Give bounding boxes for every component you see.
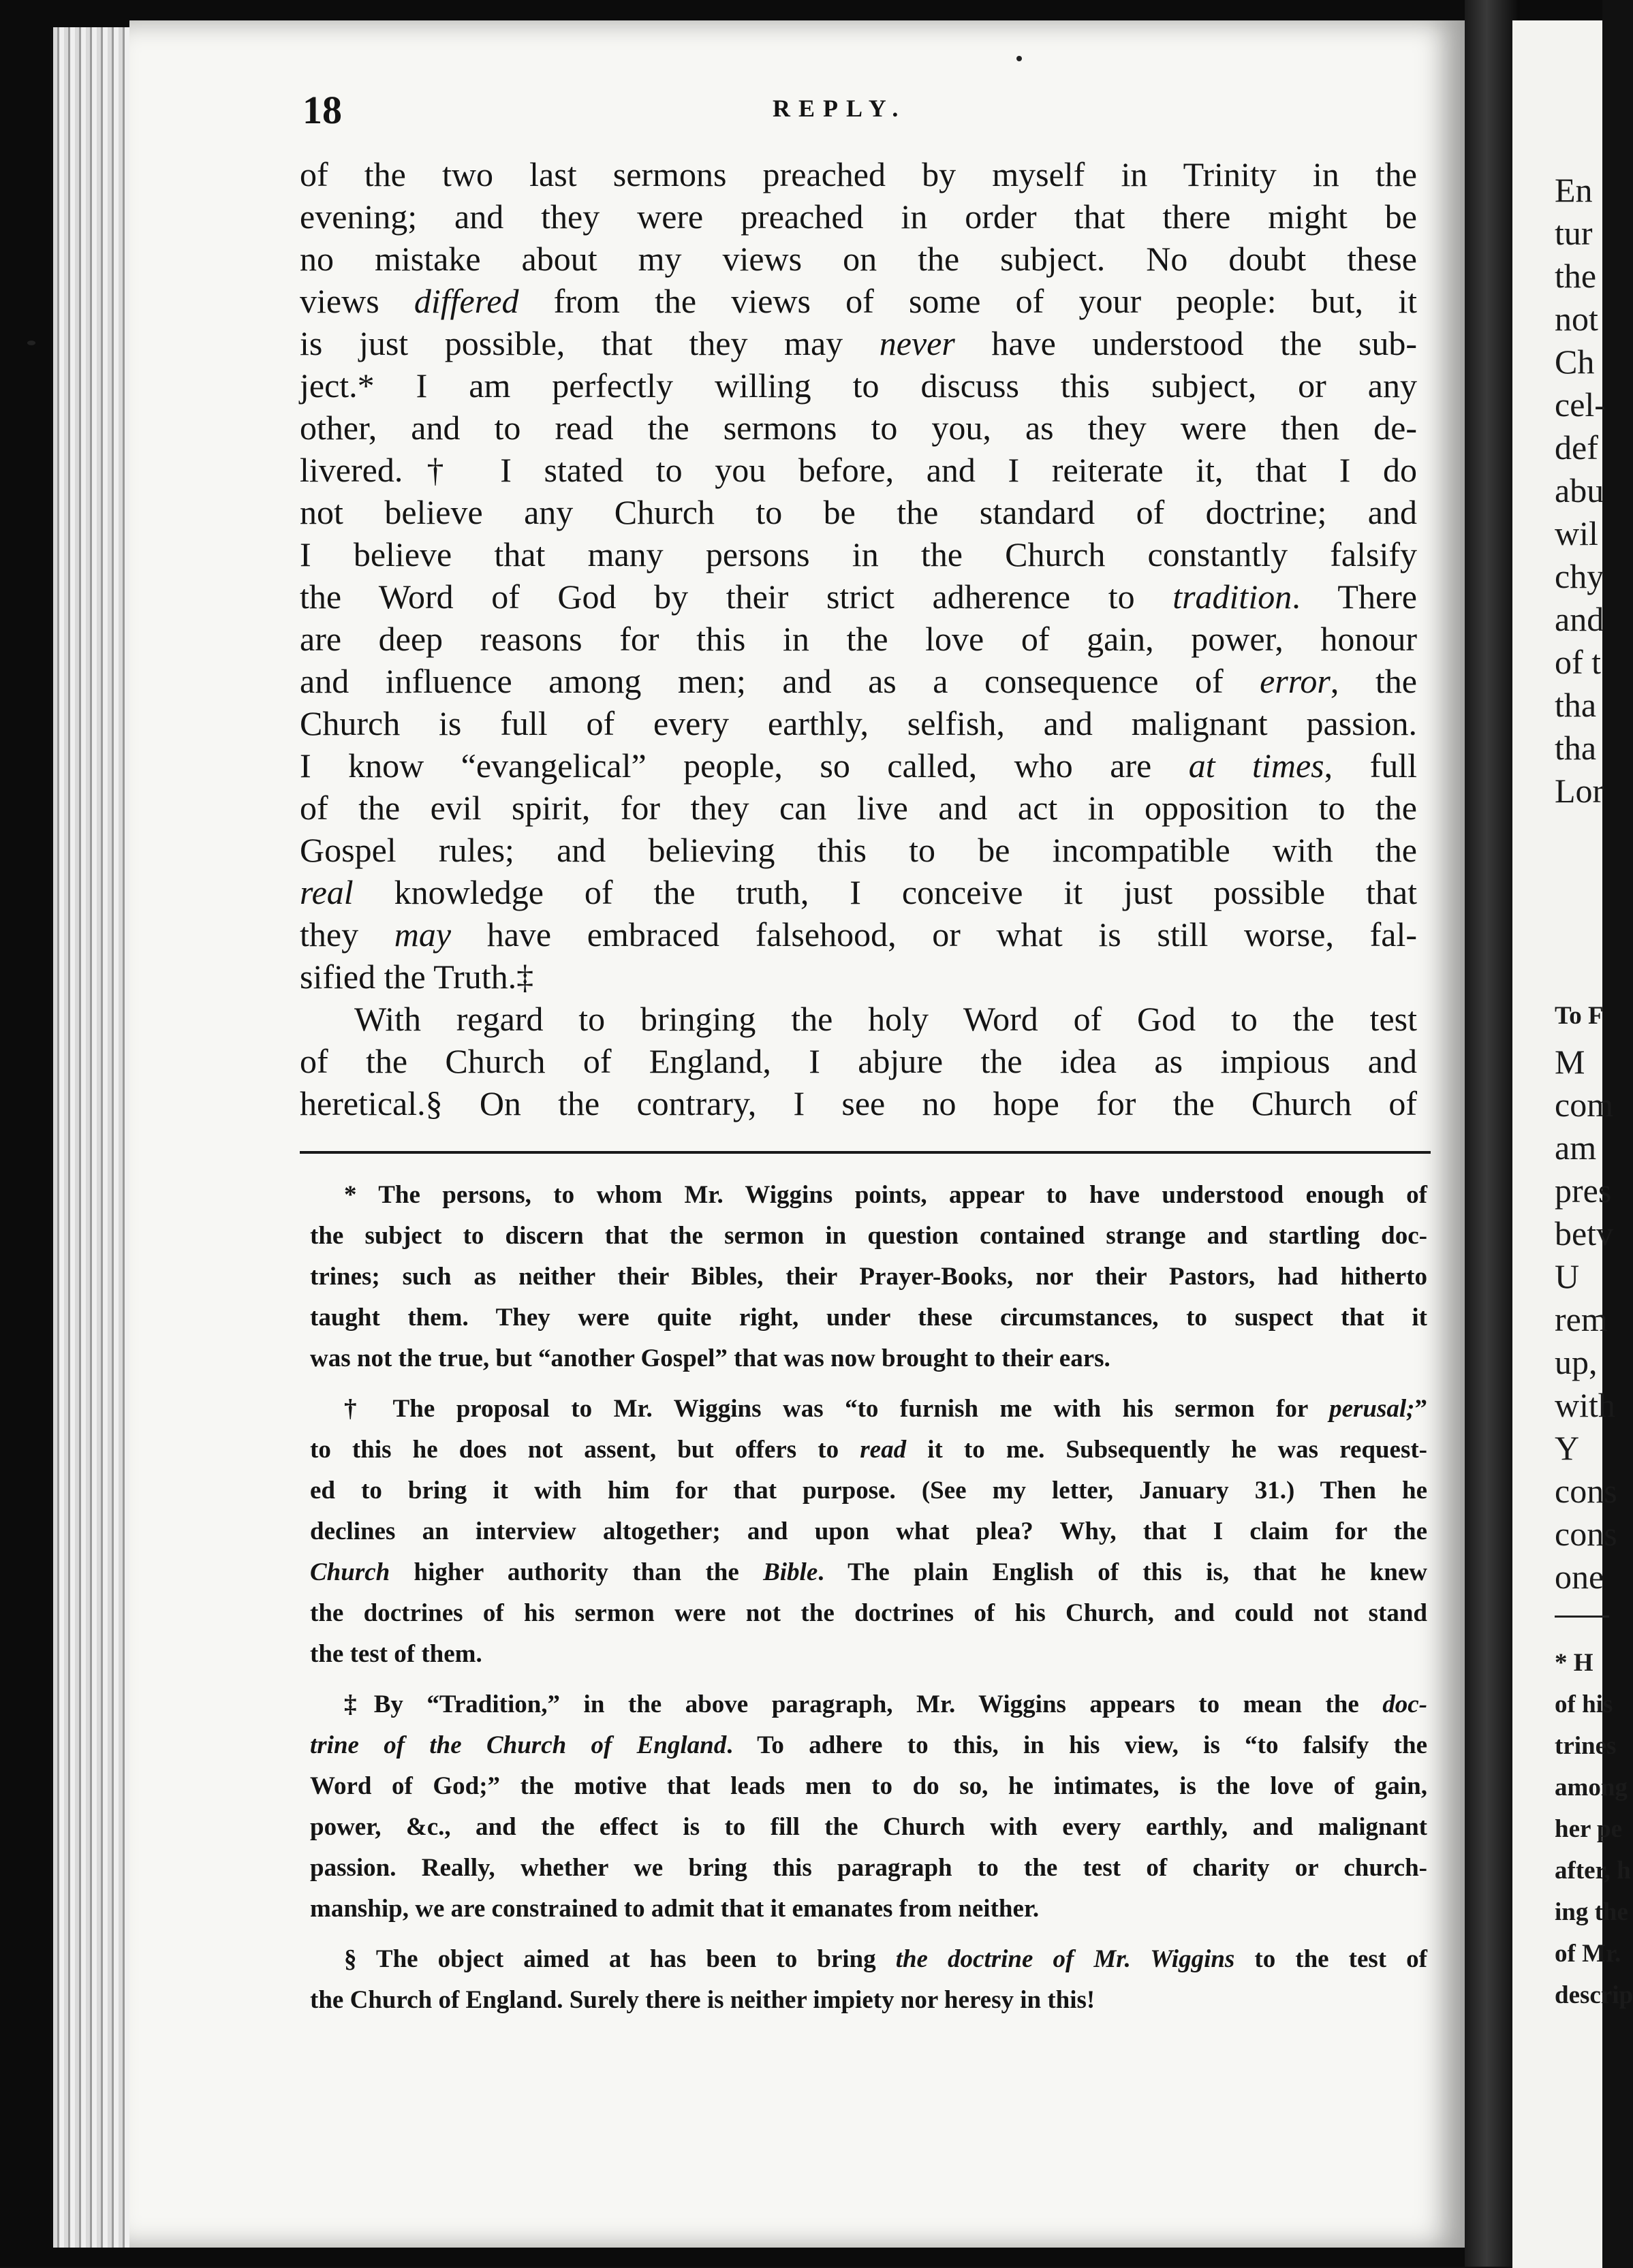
text-line — [300, 1082, 1417, 1124]
italic-text: Bible — [763, 1558, 818, 1586]
text-run: , the — [1330, 662, 1417, 700]
text-run: not believe any Church to be the standard of doctrine; and — [300, 493, 1417, 531]
text-run: livered.† I stated to you before, and I reiterate it, that I do — [300, 451, 1417, 489]
text-run: Gospel rules; and believing this to be incompatible with the — [300, 831, 1417, 869]
text-run: ” — [1414, 1395, 1427, 1423]
text-line — [310, 1552, 1427, 1593]
facing-page-text: Ch — [1555, 343, 1595, 381]
text-run: § The object aimed at has been to bring — [344, 1945, 896, 1973]
text-line — [310, 1725, 1427, 1766]
text-run: . The plain English of this is, that he knew — [818, 1558, 1427, 1586]
text-run: other, and to read the sermons to you, as they were then de- — [300, 409, 1417, 447]
facing-page-text: chy — [1555, 557, 1604, 595]
facing-page-text: cons — [1555, 1472, 1617, 1510]
facing-page-text: one — [1555, 1558, 1604, 1596]
text-line — [300, 998, 1417, 1040]
facing-page-text: not — [1555, 300, 1598, 338]
text-line — [300, 829, 1417, 871]
text-line — [300, 407, 1417, 449]
text-line — [300, 576, 1417, 618]
footnote-gap — [310, 1930, 1427, 1939]
text-line — [300, 744, 1417, 787]
text-line — [310, 1980, 1427, 2021]
running-head — [302, 87, 1413, 142]
facing-page-text: tur — [1555, 214, 1593, 252]
text-run: declines an interview altogether; and upon what plea? Why, that I claim for the — [310, 1517, 1427, 1545]
text-line — [300, 195, 1417, 238]
facing-page-fragment — [1512, 20, 1633, 2268]
italic-text: perusal; — [1329, 1395, 1415, 1423]
facing-page-text: ing the — [1555, 1898, 1628, 1926]
italic-text: Church — [310, 1558, 390, 1586]
facing-page-text: with — [1555, 1386, 1615, 1424]
facing-page-text: after, h — [1555, 1857, 1631, 1885]
text-line — [300, 280, 1417, 322]
footnote-gap — [310, 2021, 1427, 2030]
facing-page-text: En — [1555, 171, 1593, 209]
text-line — [310, 1389, 1427, 1430]
text-run: * The persons, to whom Mr. Wiggins points, appear to have understood enough of — [344, 1181, 1427, 1209]
text-run: manship, we are constrained to admit that it emanates from neither. — [310, 1895, 1040, 1923]
facing-page-text: descrip — [1555, 1981, 1633, 2009]
ink-speck — [1016, 56, 1022, 61]
italic-text: differed — [414, 282, 519, 320]
text-run: passion. Really, whether we bring this paragraph to the test of charity or church- — [310, 1854, 1427, 1882]
text-run: higher authority than the — [390, 1558, 764, 1586]
text-run: With regard to bringing the holy Word of God to the test — [354, 1000, 1417, 1038]
text-line — [310, 1430, 1427, 1470]
text-run: knowledge of the truth, I conceive it just possible that — [353, 873, 1417, 911]
italic-text: at times — [1188, 746, 1324, 785]
italic-text: real — [300, 873, 354, 911]
text-run: ject.* I am perfectly willing to discuss this subject, or any — [300, 366, 1417, 405]
text-line — [310, 1175, 1427, 1216]
text-run: I believe that many persons in the Church constantly falsify — [300, 535, 1417, 573]
text-line — [310, 1470, 1427, 1511]
text-line — [310, 1257, 1427, 1297]
facing-page-text: betv — [1555, 1214, 1614, 1253]
text-line — [310, 1593, 1427, 1634]
text-run: is just possible, that they may — [300, 324, 880, 362]
italic-text: never — [879, 324, 955, 362]
footnote-rule — [300, 1151, 1431, 1154]
text-line — [300, 238, 1417, 280]
italic-text: the doctrine of Mr. Wiggins — [895, 1945, 1235, 1973]
text-run: † The proposal to Mr. Wiggins was “to furnish me with his sermon for — [344, 1395, 1330, 1423]
text-run: the doctrines of his sermon were not the doctrines of his Church, and could not stand — [310, 1599, 1427, 1627]
text-run: trines; such as neither their Bibles, their Prayer-Books, nor their Pastors, had hitherto — [310, 1263, 1427, 1291]
facing-page-text: cel- — [1555, 385, 1606, 424]
italic-text: trine of the Church of England — [310, 1731, 727, 1759]
text-run: no mistake about my views on the subject. No doubt these — [300, 240, 1417, 278]
text-line — [310, 1939, 1427, 1980]
facing-page-text: com — [1555, 1086, 1614, 1124]
text-run: the Word of God by their strict adherence to — [300, 578, 1173, 616]
text-line — [310, 1889, 1427, 1930]
text-run: was not the true, but “another Gospel” that was now brought to their ears. — [310, 1344, 1110, 1372]
text-run: ‡By “Tradition,” in the above paragraph, Mr. Wiggins appears to mean the — [344, 1690, 1383, 1718]
italic-text: may — [394, 915, 452, 954]
facing-page-text: her pe — [1555, 1815, 1623, 1843]
text-run: the Church of England. Surely there is neither impiety nor heresy in this! — [310, 1986, 1095, 2014]
ink-speck — [27, 341, 35, 345]
facing-page-text: Y — [1555, 1429, 1580, 1467]
text-run: of the Church of England, I abjure the idea as impious and — [300, 1042, 1417, 1080]
book-gutter — [1465, 0, 1519, 2267]
text-line — [310, 1634, 1427, 1675]
text-line — [300, 871, 1417, 913]
facing-page-heading: To F — [1555, 1002, 1604, 1030]
text-line — [310, 1848, 1427, 1889]
facing-page-text: among — [1555, 1774, 1628, 1801]
text-line — [310, 1766, 1427, 1807]
text-run: evening; and they were preached in order that there might be — [300, 198, 1417, 236]
text-run: . There — [1292, 578, 1417, 616]
facing-page-text: and — [1555, 600, 1604, 638]
text-run: Church is full of every earthly, selfish, and malignant passion. — [300, 704, 1417, 742]
text-run: from the views of some of your people: but, it — [518, 282, 1417, 320]
facing-page-text: abu — [1555, 471, 1604, 509]
facing-page-text: Lor — [1555, 772, 1604, 810]
text-run: the test of them. — [310, 1640, 482, 1668]
text-run: sified the Truth.‡ — [300, 958, 534, 996]
facing-page-text: pres — [1555, 1171, 1612, 1210]
facing-page-text: wil — [1555, 514, 1598, 552]
text-run: Word of God;” the motive that leads men to do so, he intimates, is the love of gain, — [310, 1772, 1427, 1800]
facing-page-text: M — [1555, 1043, 1585, 1081]
facing-page-text: of his — [1555, 1690, 1613, 1718]
text-line — [310, 1297, 1427, 1338]
running-title: REPLY. — [773, 95, 907, 122]
text-line — [300, 322, 1417, 364]
text-line — [310, 1807, 1427, 1848]
text-run: of the two last sermons preached by myself in Trinity in the — [300, 155, 1417, 193]
facing-page-text: the — [1555, 257, 1597, 295]
footnote-gap — [310, 1379, 1427, 1389]
text-run: it to me. Subsequently he was request- — [906, 1436, 1427, 1464]
facing-page-text: tha — [1555, 729, 1597, 767]
text-line — [310, 1338, 1427, 1379]
text-run: views — [300, 282, 414, 320]
facing-page-text: tha — [1555, 686, 1597, 724]
text-line — [300, 913, 1417, 956]
facing-page-text: rem — [1555, 1300, 1608, 1338]
text-line — [310, 1216, 1427, 1257]
facing-page-text: U — [1555, 1257, 1580, 1295]
main-text — [300, 153, 1417, 1124]
text-run: and influence among men; and as a consequence of — [300, 662, 1260, 700]
facing-page-text: am — [1555, 1129, 1597, 1167]
text-run: they — [300, 915, 394, 954]
facing-page-text: trines — [1555, 1732, 1617, 1760]
facing-page-text: def — [1555, 428, 1598, 467]
text-run: have embraced falsehood, or what is still worse, fal- — [451, 915, 1417, 954]
text-run: ed to bring it with him for that purpose. (See my letter, January 31.) Then he — [310, 1477, 1427, 1505]
text-run: heretical.§ On the contrary, I see no hope for the Church of — [300, 1084, 1417, 1122]
text-run: power, &c., and the effect is to fill the Church with every earthly, and malignant — [310, 1813, 1427, 1841]
facing-page-text: up, — [1555, 1343, 1598, 1381]
italic-text: tradition — [1172, 578, 1292, 616]
text-line — [300, 1040, 1417, 1082]
italic-text: doc- — [1382, 1690, 1427, 1718]
text-run: have understood the sub- — [954, 324, 1417, 362]
text-run: I know “evangelical” people, so called, who are — [300, 746, 1189, 785]
text-line — [300, 787, 1417, 829]
text-line — [300, 449, 1417, 491]
italic-text: error — [1260, 662, 1331, 700]
italic-text: read — [860, 1436, 907, 1464]
footnote-gap — [310, 1675, 1427, 1684]
text-line — [300, 491, 1417, 533]
text-line — [310, 1511, 1427, 1552]
text-run: to the test of — [1234, 1945, 1427, 1973]
facing-page-text: of t — [1555, 643, 1602, 681]
text-line — [300, 364, 1417, 407]
facing-page-text: * H — [1555, 1649, 1593, 1677]
page-number: 18 — [302, 88, 342, 132]
text-run: the subject to discern that the sermon in question contained strange and startling doc- — [310, 1222, 1427, 1250]
text-run: are deep reasons for this in the love of gain, power, honour — [300, 620, 1417, 658]
facing-page-rule — [1555, 1616, 1609, 1618]
text-line — [300, 660, 1417, 702]
text-line — [300, 702, 1417, 744]
text-run: of the evil spirit, for they can live and act in opposition to the — [300, 789, 1417, 827]
facing-page-text: of Mr. — [1555, 1940, 1621, 1968]
text-line — [300, 533, 1417, 576]
text-run: to this he does not assent, but offers to — [310, 1436, 860, 1464]
text-run: taught them. They were quite right, under these circumstances, to suspect that it — [310, 1304, 1427, 1332]
text-line — [300, 618, 1417, 660]
text-run: , full — [1324, 746, 1418, 785]
text-line — [310, 1684, 1427, 1725]
text-line — [300, 956, 1417, 998]
footnotes — [310, 1175, 1427, 2030]
text-run: . To adhere to this, in his view, is “to falsify the — [726, 1731, 1428, 1759]
facing-page-text: cons — [1555, 1515, 1617, 1553]
text-line — [300, 153, 1417, 195]
